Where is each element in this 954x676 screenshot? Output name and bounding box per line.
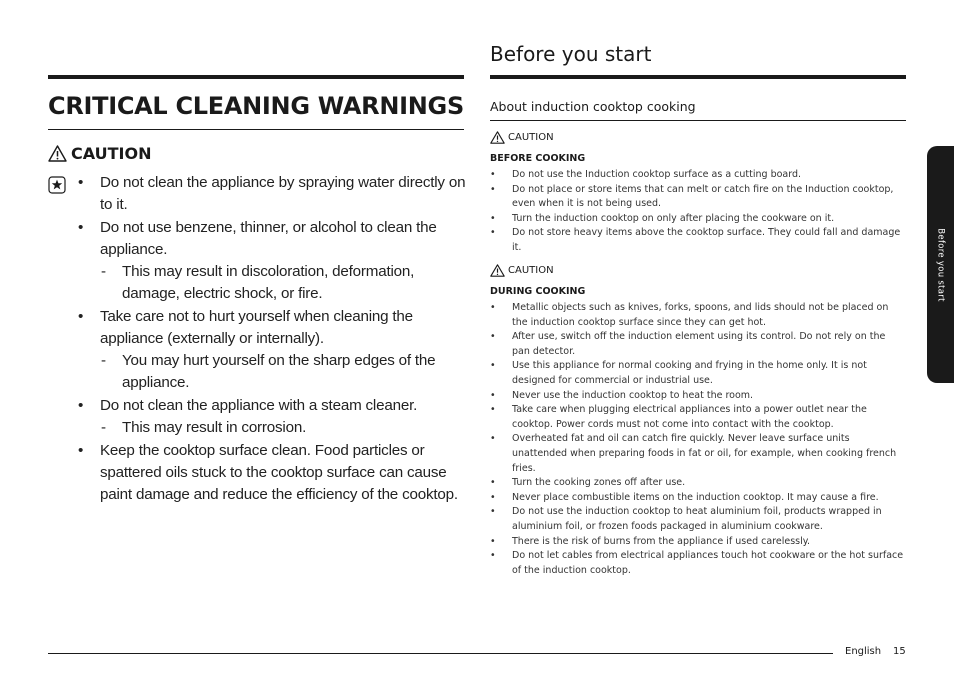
list-item: [76, 306, 466, 394]
list-item: • Metallic objects such as knives, forks, spoons, and lids should not be placed on the induction cooktop surface since they can get hot.: [490, 301, 906, 330]
during-cooking-heading: DURING COOKING: [490, 286, 586, 297]
list-item: • Never use the induction cooktop to heat the room.: [490, 389, 906, 404]
warning-triangle-icon: [490, 131, 505, 144]
list-item: • Do not use the Induction cooktop surface as a cutting board.: [490, 168, 906, 183]
right-top-rule: [490, 75, 906, 79]
before-cooking-list: [490, 168, 906, 256]
list-item: • Overheated fat and oil can catch fire quickly. Never leave surface units unattended when preparing foods in fat or oil, for example, when cooking french fries.: [490, 432, 906, 476]
list-item: [76, 440, 466, 506]
list-item: • Never place combustible items on the induction cooktop. It may cause a fire.: [490, 491, 906, 506]
left-top-rule: [48, 75, 464, 79]
caution-heading: [490, 131, 554, 144]
list-item: • Do not let cables from electrical appliances touch hot cookware or the hot surface of the induction cooktop.: [490, 549, 906, 578]
list-item: [76, 172, 466, 216]
warning-triangle-icon: [48, 145, 67, 162]
subsection-title: About induction cooktop cooking: [490, 99, 696, 114]
chapter-side-tab[interactable]: [927, 146, 954, 383]
caution-heading: [48, 144, 151, 163]
page-title: CRITICAL CLEANING WARNINGS: [48, 92, 464, 120]
before-cooking-heading: BEFORE COOKING: [490, 153, 586, 164]
list-item: • Do not use the induction cooktop to heat aluminium foil, products wrapped in aluminium foil, or frozen foods packaged in aluminium cookware.: [490, 505, 906, 534]
caution-heading: [490, 264, 554, 277]
list-item: • Use this appliance for normal cooking and frying in the home only. It is not designed for commercial or industrial use.: [490, 359, 906, 388]
page-number: 15: [893, 646, 906, 657]
sub-item: - This may result in corrosion.: [100, 417, 466, 439]
sub-item: - You may hurt yourself on the sharp edges of the appliance.: [100, 350, 466, 394]
list-item-text: Do not use benzene, thinner, or alcohol to clean the appliance.: [100, 219, 437, 258]
caution-label: CAUTION: [508, 265, 554, 276]
warning-triangle-icon: [490, 264, 505, 277]
sub-item: - This may result in discoloration, deformation, damage, electric shock, or fire.: [100, 261, 466, 305]
list-item-text: Take care not to hurt yourself when cleaning the appliance (externally or internally).: [100, 308, 413, 347]
list-item: • Turn the induction cooktop on only after placing the cookware on it.: [490, 212, 906, 227]
list-item: [76, 217, 466, 305]
caution-label: CAUTION: [71, 144, 152, 163]
during-cooking-list: [490, 301, 906, 578]
title-underline: [48, 129, 464, 130]
star-box-icon: [48, 176, 66, 194]
section-heading: Before you start: [490, 42, 652, 66]
caution-label: CAUTION: [508, 132, 554, 143]
side-tab-label: Before you start: [935, 227, 946, 302]
list-item: • Do not store heavy items above the cooktop surface. They could fall and damage it.: [490, 226, 906, 255]
list-item-text: Do not clean the appliance by spraying water directly on to it.: [100, 174, 466, 213]
warning-list: [76, 172, 466, 507]
footer-rule: [48, 653, 833, 654]
list-item: • Turn the cooking zones off after use.: [490, 476, 906, 491]
list-item: • After use, switch off the induction element using its control. Do not rely on the pan detector.: [490, 330, 906, 359]
list-item: • There is the risk of burns from the appliance if used carelessly.: [490, 535, 906, 550]
list-item: [76, 395, 466, 439]
list-item: • Do not place or store items that can melt or catch fire on the Induction cooktop, even when it is not being used.: [490, 183, 906, 212]
subsection-underline: [490, 120, 906, 121]
list-item-text: Do not clean the appliance with a steam cleaner.: [100, 397, 418, 414]
list-item-text: Keep the cooktop surface clean. Food particles or spattered oils stuck to the cooktop surface can cause paint damage and reduce the efficiency of the cooktop.: [100, 442, 458, 503]
footer-language: English: [845, 646, 882, 657]
list-item: • Take care when plugging electrical appliances into a power outlet near the cooktop. Power cords must not come into contact with the cooktop.: [490, 403, 906, 432]
